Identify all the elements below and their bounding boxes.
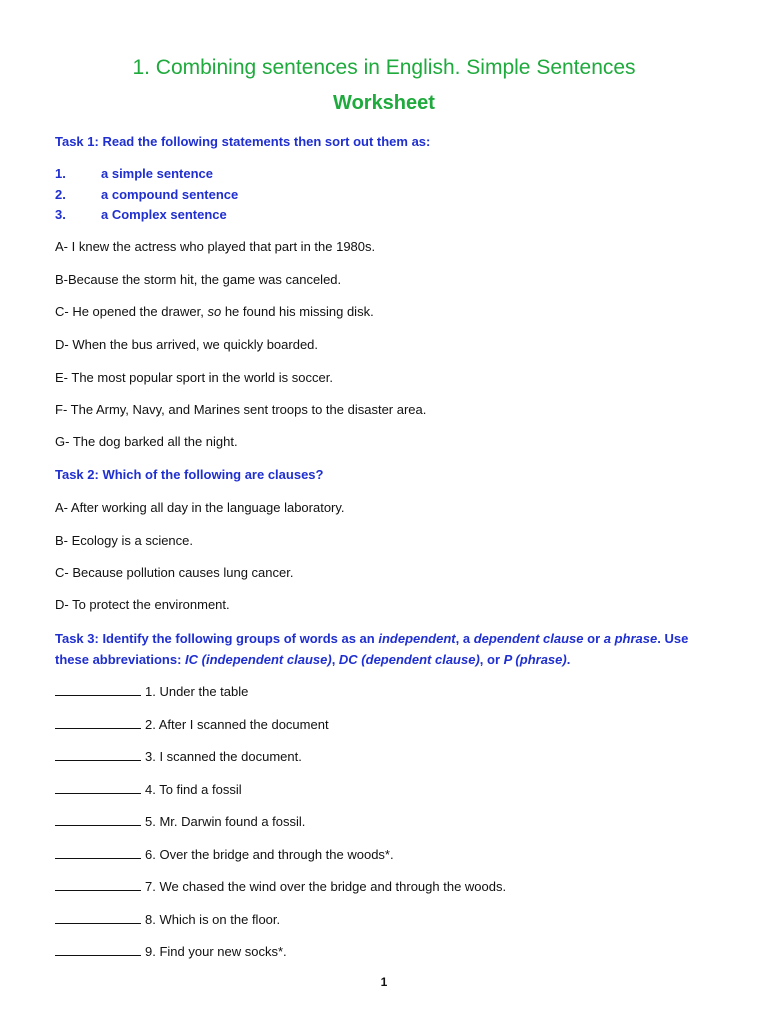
task1-item: B-Because the storm hit, the game was canceled. <box>55 272 342 287</box>
answer-blank[interactable] <box>55 748 141 761</box>
task3-item <box>55 878 506 896</box>
answer-blank[interactable] <box>55 846 141 859</box>
task1-option-number: 3. <box>55 207 66 222</box>
task1-option-number: 1. <box>55 166 66 181</box>
task1-item: A- I knew the actress who played that part in the 1980s. <box>55 239 376 254</box>
task3-item-text: 8. Which is on the floor. <box>145 912 281 927</box>
task3-item-text: 4. To find a fossil <box>145 782 242 797</box>
task3-italic: dependent clause <box>473 631 584 646</box>
task1-item: D- When the bus arrived, we quickly boarded. <box>55 337 319 352</box>
task1-option-text: a Complex sentence <box>101 207 227 222</box>
page-title: 1. Combining sentences in English. Simple Sentences <box>132 56 636 79</box>
answer-blank[interactable] <box>55 813 141 826</box>
task3-item-text: 5. Mr. Darwin found a fossil. <box>145 814 306 829</box>
task2-item: B- Ecology is a science. <box>55 533 194 548</box>
task3-text: or <box>583 631 604 646</box>
task3-item-text: 1. Under the table <box>145 684 249 699</box>
task3-item-text: 6. Over the bridge and through the woods*. <box>145 847 394 862</box>
task3-italic: P (phrase) <box>503 652 567 667</box>
answer-blank[interactable] <box>55 878 141 891</box>
task1-item-c-before: C- He opened the drawer, <box>55 304 208 319</box>
task3-item <box>55 748 302 766</box>
task3-item <box>55 943 287 961</box>
page-number: 1 <box>380 975 388 989</box>
answer-blank[interactable] <box>55 683 141 696</box>
task3-text: Task 3: Identify the following groups of words as an <box>55 631 379 646</box>
task3-text: these abbreviations: <box>55 652 186 667</box>
task3-item-text: 3. I scanned the document. <box>145 749 302 764</box>
answer-blank[interactable] <box>55 943 141 956</box>
task3-text: , or <box>479 652 504 667</box>
answer-blank[interactable] <box>55 911 141 924</box>
task3-italic: independent <box>378 631 456 646</box>
task3-text: . <box>566 652 571 667</box>
task1-item: G- The dog barked all the night. <box>55 434 238 449</box>
task3-item-text: 2. After I scanned the document <box>145 717 329 732</box>
task3-italic: DC (dependent clause) <box>338 652 480 667</box>
task1-item <box>55 303 374 321</box>
task1-heading: Task 1: Read the following statements then sort out them as: <box>55 134 431 149</box>
task3-item <box>55 781 242 799</box>
answer-blank[interactable] <box>55 781 141 794</box>
task3-item-text: 9. Find your new socks*. <box>145 944 287 959</box>
task3-item-text: 7. We chased the wind over the bridge and through the woods. <box>145 879 507 894</box>
task1-item-c-italic: so <box>207 304 222 319</box>
task3-item <box>55 846 394 864</box>
task2-item: A- After working all day in the language laboratory. <box>55 500 345 515</box>
task3-italic: a phrase <box>603 631 658 646</box>
task1-item: F- The Army, Navy, and Marines sent troops to the disaster area. <box>55 402 427 417</box>
task2-heading: Task 2: Which of the following are clauses? <box>55 467 324 482</box>
task3-text: . Use <box>657 631 689 646</box>
task1-item-c-after: he found his missing disk. <box>221 304 374 319</box>
task3-text: , a <box>455 631 474 646</box>
page-subtitle: Worksheet <box>333 92 435 114</box>
task3-item <box>55 683 248 701</box>
task3-item <box>55 716 329 734</box>
task3-item <box>55 813 305 831</box>
task1-item: E- The most popular sport in the world is soccer. <box>55 370 333 385</box>
task1-option-text: a simple sentence <box>101 166 213 181</box>
task2-item: C- Because pollution causes lung cancer. <box>55 565 294 580</box>
task1-option-text: a compound sentence <box>101 187 239 202</box>
task1-option-number: 2. <box>55 187 66 202</box>
answer-blank[interactable] <box>55 716 141 729</box>
task3-heading-line2 <box>55 651 570 669</box>
task3-text: , <box>331 652 339 667</box>
task2-item: D- To protect the environment. <box>55 597 230 612</box>
task3-italic: IC (independent clause) <box>185 652 332 667</box>
task3-heading-line1 <box>55 630 688 648</box>
task3-item <box>55 911 280 929</box>
